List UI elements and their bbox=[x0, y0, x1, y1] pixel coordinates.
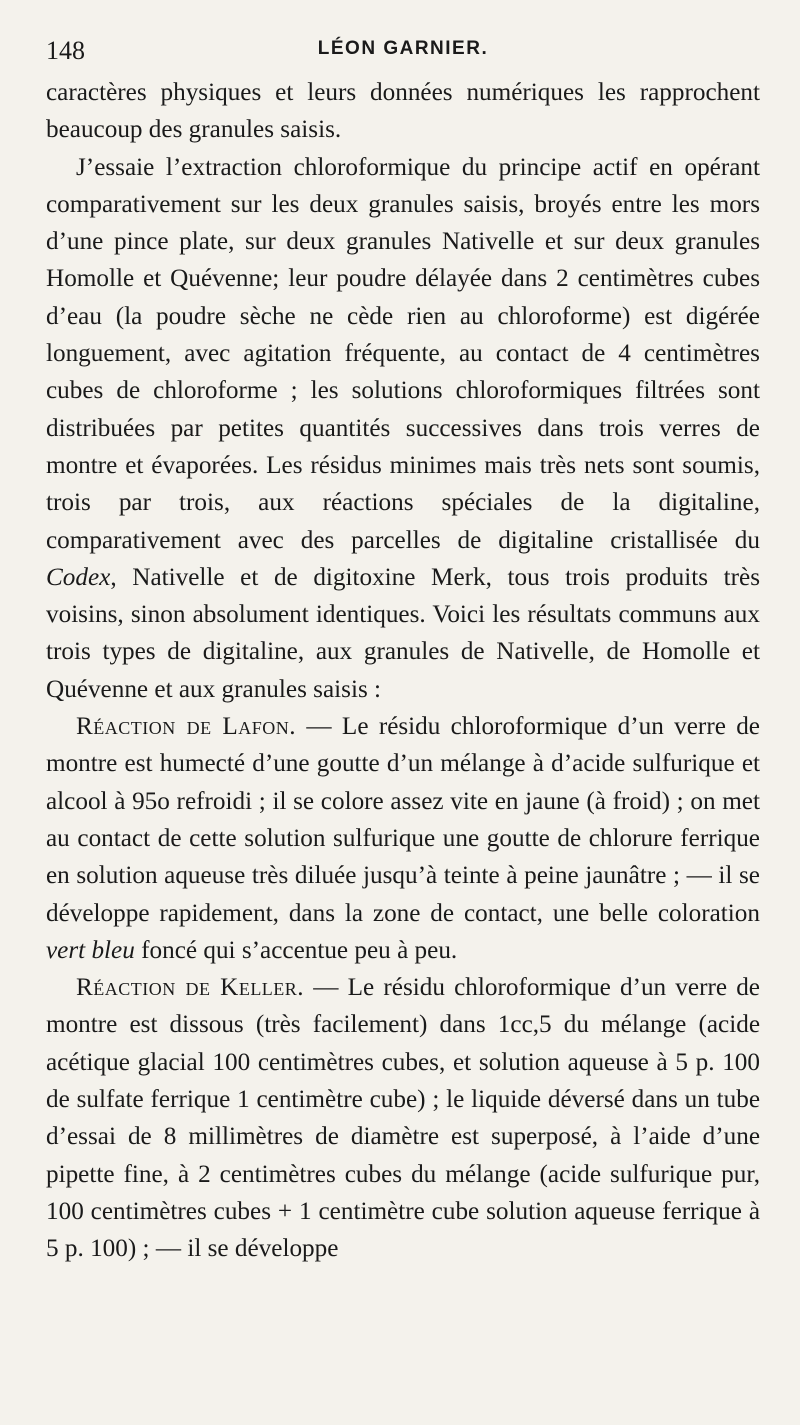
paragraph-lafon bbox=[46, 708, 760, 969]
running-head: LÉON GARNIER. bbox=[317, 38, 489, 59]
paragraph-continuation: caractères physiques et leurs données numériques les rapprochent beaucoup des granules saisis. bbox=[46, 79, 760, 144]
keller-heading: Réaction de Keller. bbox=[76, 974, 305, 1002]
paragraph-extraction-text: J’essaie l’extraction chloroformique du principe actif en opérant comparativement sur les deux granules saisis, broyés entre les mors d’une pince plate, sur deux granules Nativelle et sur deux granules Homolle et Quévenne; leur poudre délayée dans 2 centimètres cubes d’eau (la poudre sèche ne cède rien au chloroforme) est digérée longuement, avec agitation fréquente, au contact de 4 centimètres cubes de chloroforme ; les solutions chloroformiques filtrées sont distribuées par petites quantités successives dans trois verres de montre et évaporées. Les résidus minimes mais très nets sont soumis, trois par trois, aux réactions spéciales de la digitaline, comparativement avec des parcelles de digitaline cristallisée du bbox=[46, 153, 760, 554]
page-number: 148 bbox=[46, 36, 85, 65]
codex-italic: Codex bbox=[46, 563, 111, 591]
keller-text: — Le résidu chloroformique d’un verre de montre est dissous (très facilement) dans 1cc,5 du mélange (acide acétique glacial 100 centimètres cubes, et solution aqueuse à 5 p. 100 de sulfate ferrique 1 centimètre cube) ; le liquide déversé dans un tube d’essai de 8 millimètres de diamètre est superposé, à l’aide d’une pipette fine, à 2 centimètres cubes du mélange (acide sulfurique pur, 100 centimètres cubes + 1 centimètre cube solution aqueuse ferrique à 5 p. 100) ; — il se développe bbox=[46, 974, 760, 1263]
lafon-heading: Réaction de Lafon. bbox=[76, 713, 297, 741]
lafon-end: foncé qui s’accentue peu à peu. bbox=[134, 936, 458, 964]
paragraph-keller bbox=[46, 969, 760, 1267]
page-header bbox=[46, 30, 760, 74]
lafon-text: — Le résidu chloroformique d’un verre de montre est humecté d’une goutte d’un mélange à d’acide sulfurique et alcool à 95o refroidi ; il se colore assez vite en jaune (à froid) ; on met au contact de cette solution sulfurique une goutte de chlorure ferrique en solution aqueuse très diluée jusqu’à teinte à peine jaunâtre ; — il se développe rapidement, dans la zone de contact, une belle coloration bbox=[46, 713, 760, 927]
body-text bbox=[46, 74, 760, 1268]
paragraph-extraction bbox=[46, 149, 760, 708]
lafon-color-italic: vert bleu bbox=[46, 936, 135, 964]
paragraph-extraction-end: , Nativelle et de digitoxine Merk, tous trois produits très voisins, sinon absolument identiques. Voici les résultats communs aux trois types de digitaline, aux granules de Nativelle, de Homolle et Quévenne et aux granules saisis : bbox=[46, 563, 760, 703]
